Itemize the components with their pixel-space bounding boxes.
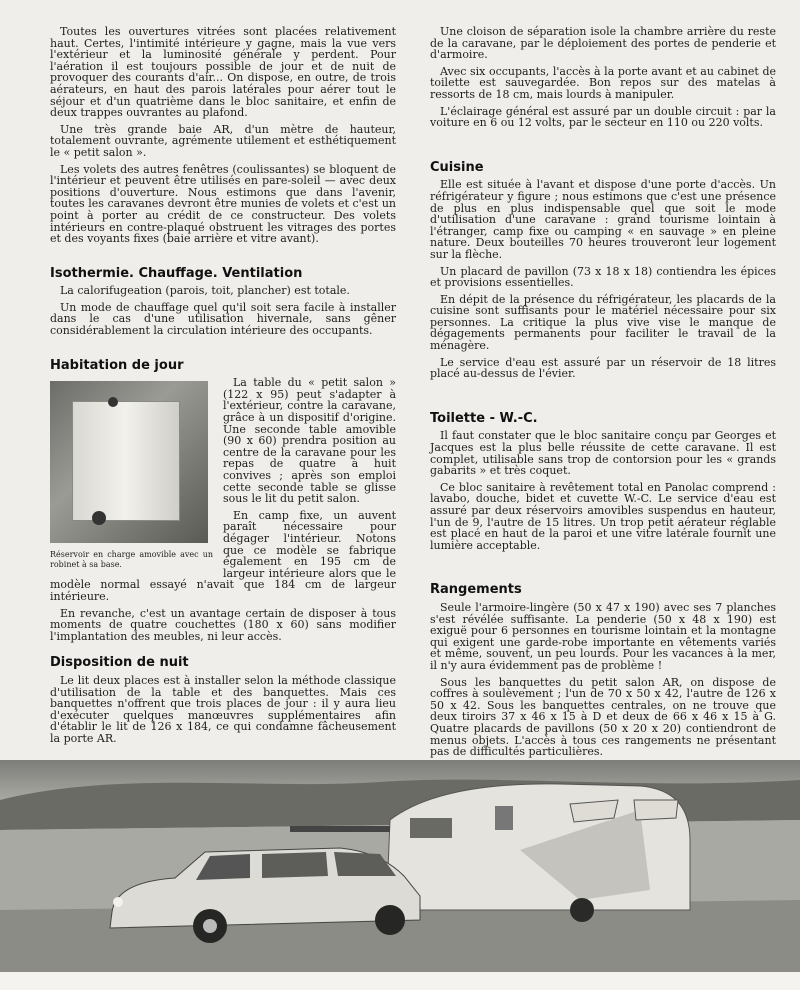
awning-window-2 — [634, 800, 678, 820]
water-tank-figure — [50, 381, 213, 575]
cloison-paragraph-1: Une cloison de séparation isole la chambre arrière du reste de la caravane, par le déploiement des portes de penderie et d'armoire. — [430, 25, 776, 62]
isothermie-paragraph-2: Un mode de chauffage quel qu'il soit sera facile à installer dans le cas d'une utilisation hivernale, sans gêner considérablement la circulation intérieure des occupants. — [50, 300, 396, 338]
caravan-wheel — [570, 898, 594, 922]
water-tank-photo — [50, 381, 208, 543]
tap-icon — [92, 511, 106, 525]
cuisine-paragraph-3: En dépit de la présence du réfrigérateur, les placards de la cuisine sont suffisants pour le matériel nécessaire pour six personnes. La critique la plus vive vise le manque de dégagements permanents pour faciliter le travail de la ménagère. — [430, 292, 776, 353]
cuisine-paragraph-4: Le service d'eau est assuré par un réservoir de 18 litres placé au-dessus de l'évier. — [430, 355, 776, 381]
headlight-icon — [113, 897, 123, 907]
caravan-door-window — [495, 806, 513, 830]
right-column — [430, 26, 776, 763]
cuisine-heading: Cuisine — [430, 159, 484, 175]
roof-rack — [290, 826, 390, 832]
habitation-paragraph-1: La table du « petit salon » (122 x 95) peut s'adapter à l'extérieur, contre la caravane, grâce à un dispositif d'origine. Une seconde table amovible (90 x 60) prendra position au centre de la caravane pour les repas de quatre à huit convives ; après son emploi cette seconde table se glisse sous le lit du petit salon. — [223, 376, 396, 506]
car-caravan-photo — [0, 760, 800, 972]
cuisine-paragraph-2: Un placard de pavillon (73 x 18 x 18) contiendra les épices et provisions essentielles. — [430, 264, 776, 290]
car-side-window-1 — [262, 852, 328, 878]
water-tank-shape — [72, 401, 180, 521]
caravan-front-vent — [410, 818, 452, 838]
toilette-paragraph-2: Ce bloc sanitaire à revêtement total en Panolac comprend : lavabo, douche, bidet et cuvette W.-C. Le service d'eau est assuré par deux réservoirs amovibles suspendus en hauteur, l'un de 9, l'autre de 15 litres. Un trop petit aérateur réglable est placé en haut de la paroi et une vitre latérale fournit une lumière acceptable. — [430, 480, 776, 552]
toilette-paragraph-1: Il faut constater que le bloc sanitaire conçu par Georges et Jacques est la plus belle réussite de cette caravane. Il est complet, utilisable sans trop de contorsion pour les « grands gabarits » et très coquet. — [430, 429, 776, 478]
car-caravan-illustration — [0, 760, 800, 972]
figure-caption: Réservoir en charge amovible avec un robinet à sa base. — [50, 550, 213, 570]
caravan — [388, 784, 691, 922]
page-bottom-margin — [0, 972, 800, 990]
habitation-heading: Habitation de jour — [50, 357, 184, 373]
intro-paragraph-2: Une très grande baie AR, d'un mètre de hauteur, totalement ouvrante, agrémente utilement et esthétiquement le « petit salon ». — [50, 122, 396, 159]
cuisine-paragraph-1: Elle est située à l'avant et dispose d'une porte d'accès. Un réfrigérateur y figure ; nous estimons que c'est une présence de plus en plus indispensable quel que soit le mode d'utilisation d'une caravane : grand tourisme lointain à l'étranger, camp fixe ou camping « en sauvage » en pleine nature. Deux bouteilles 70 heures trouveront leur logement sur la flèche. — [430, 178, 776, 261]
nuit-heading: Disposition de nuit — [50, 655, 189, 671]
awning-window-1 — [570, 800, 618, 822]
isothermie-paragraph-1: La calorifugeation (parois, toit, plancher) est totale. — [60, 284, 350, 298]
intro-paragraph-3: Les volets des autres fenêtres (coulissantes) se bloquent de l'intérieur et peuvent être utilisés en pare-soleil — avec deux positions d'ouverture. Nous estimons que dans l'avenir, toutes les caravanes devront être munies de volets et c'est un point à porter au crédit de ce constructeur. Des volets intérieurs en contre-plaqué obstruent les vitrages des portes et des voyants fixes (baie arrière et vitre avant). — [50, 162, 396, 246]
habitation-paragraph-3: En revanche, c'est un avantage certain de disposer à tous moments de quatre couchettes (180 x 60) sans modifier l'implantation des meubles, ni leur accès. — [50, 606, 396, 643]
toilette-heading: Toilette - W.-C. — [430, 410, 538, 426]
isothermie-heading: Isothermie. Chauffage. Ventilation — [50, 265, 303, 281]
rangements-heading: Rangements — [430, 582, 522, 598]
cloison-paragraph-3: L'éclairage général est assuré par un double circuit : par la voiture en 6 ou 12 volts, par le secteur en 110 ou 220 volts. — [430, 104, 776, 130]
cloison-paragraph-2: Avec six occupants, l'accès à la porte avant et au cabinet de toilette est sauvegardée. Bon repos sur des matelas à ressorts de 18 cm, mais lourds à manipuler. — [430, 64, 776, 101]
left-column — [50, 26, 396, 749]
habitation-paragraph-2: En camp fixe, un auvent paraît nécessaire pour dégager l'intérieur. Notons que ce modèle se fabrique également en 195 cm de largeur intérieure alors que le modèle normal essayé n'avait que 184 cm de largeur intérieure. — [50, 508, 396, 603]
nuit-paragraph-1: Le lit deux places est à installer selon la méthode classique d'utilisation de la table et des banquettes. Mais ces banquettes n'offrent que trois places de jour : il y aura lieu d'exécuter quelques manœuvres supplémentaires afin d'établir le lit de 126 x 184, ce qui condamne fâcheusement la porte AR. — [50, 673, 396, 745]
rangements-paragraph-2: Sous les banquettes du petit salon AR, on dispose de coffres à soulèvement ; l'un de 70 x 50 x 42, l'autre de 126 x 50 x 42. Sous les banquettes centrales, on ne trouve que deux tiroirs 37 x 46 x 15 à D et deux de 66 x 46 x 15 à G. Quatre placards de pavillons (50 x 20 x 20) contiendront de menus objets. L'accès à tous ces rangements ne présentant pas de difficultés particulières. — [430, 675, 776, 759]
rangements-paragraph-1: Seule l'armoire-lingère (50 x 47 x 190) avec ses 7 planches s'est révélée suffisante. La penderie (50 x 48 x 190) est exiguë pour 6 personnes en tourisme lointain et la montagne qui exigent une garde-robe importante en vêtements variés et même, souvent, un peu lourds. Pour les vacances à la mer, il n'y aura évidemment pas de problème ! — [430, 600, 776, 672]
intro-paragraph-1: Toutes les ouvertures vitrées sont placées relativement haut. Certes, l'intimité intérieure y gagne, mais la vue vers l'extérieur et la luminosité générale y perdent. Pour l'aération il est toujours possible de jour et de nuit de provoquer des courants d'air... On dispose, en outre, de trois aérateurs, en haut des parois latérales pour aérer tout le séjour et d'un quatrième dans le bloc sanitaire, et enfin de deux trappes ouvrantes au plafond. — [50, 25, 396, 120]
car-rear-wheel — [375, 905, 405, 935]
